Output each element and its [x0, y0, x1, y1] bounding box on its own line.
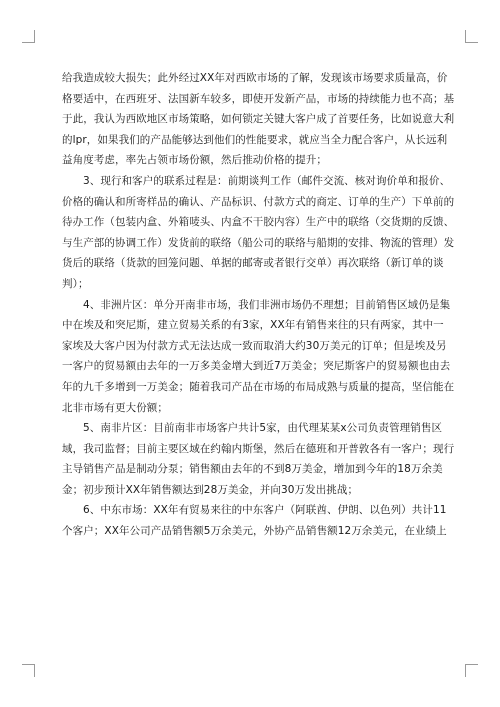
text-line: 年的九千多增到一万美金；随着我司产品在市场的布局成熟与质量的提高，坚信能在 — [62, 380, 455, 393]
text-line: 价格的确认和所寄样品的确认、产品标识、付款方式的商定、订单的生产）下单前的 — [62, 195, 455, 208]
text-line: 的lpr，如果我们的产品能够达到他们的性能要求，就应当全力配合客户，从长远利 — [62, 133, 448, 146]
document-body — [62, 68, 455, 542]
text-line: 与生产部的协调工作）发货前的联络（船公司的联络与船期的安排、物流的管理）发 — [62, 236, 455, 249]
text-line: 一客户的贸易额由去年的一万多美金增大到近7万美金；突尼斯客户的贸易额也由去 — [62, 360, 451, 373]
text-line: 于此，我认为西欧地区市场策略，如何锁定关键大客户成了首要任务，比如说意大利 — [62, 113, 455, 126]
paragraph-3-heading-line: 3、现行和客户的联系过程是：前期谈判工作（邮件交流、核对询价单和报价、 — [83, 174, 451, 187]
text-line: 个客户；XX年公司产品销售额5万余美元，外协产品销售额12万余美元，在业绩上 — [62, 525, 447, 538]
text-line: 格要适中，在西班牙、法国新车较多，即使开发新产品，市场的持续能力也不高；基 — [62, 92, 455, 105]
crop-mark-bottom-right — [465, 664, 478, 677]
crop-mark-bottom-left — [22, 664, 35, 677]
text-line: 中在埃及和突尼斯，建立贸易关系的有3家，XX年有销售来往的只有两家，其中一 — [62, 319, 444, 332]
paragraph-6-heading-line: 6、中东市场：XX年有贸易来往的中东客户（阿联酋、伊朗、以色列）共计11 — [83, 504, 447, 517]
text-line: 北非市场有更大份额； — [62, 401, 168, 414]
crop-mark-top-left — [22, 30, 35, 43]
text-line: 判）； — [62, 277, 89, 290]
paragraph-4-heading-line: 4、非洲片区：单分开南非市场，我们非洲市场仍不理想；目前销售区域仍是集 — [83, 298, 451, 311]
text-line: 货后的联络（货款的回笼问题、单据的邮寄或者银行交单）再次联络（新订单的谈 — [62, 257, 444, 270]
text-line: 待办工作（包装内盒、外箱唛头、内盒不干胶内容）生产中的联络（交货期的反馈、 — [62, 216, 455, 229]
text-line: 主导销售产品是制动分泵；销售额由去年的不到8万美金，增加到今年的18万余美 — [62, 463, 443, 476]
text-line: 域，我司监督；目前主要区域在约翰内斯堡，然后在德班和开普敦各有一客户；现行 — [62, 442, 455, 455]
text-line: 益角度考虑，率先占领市场份额，然后推动价格的提升； — [62, 154, 327, 167]
paragraph-5-heading-line: 5、南非片区：目前南非市场客户共计5家，由代理某某x公司负责管理销售区 — [83, 422, 443, 435]
text-line: 家埃及大客户因为付款方式无法达成一致而取消大约30万美元的订单；但是埃及另 — [62, 339, 447, 352]
text-line: 给我造成较大损失；此外经过XX年对西欧市场的了解，发现该市场要求质量高，价 — [62, 72, 448, 84]
crop-mark-top-right — [465, 30, 478, 43]
text-line: 金；初步预计XX年销售额达到28万美金，并向30万发出挑战； — [62, 483, 359, 496]
